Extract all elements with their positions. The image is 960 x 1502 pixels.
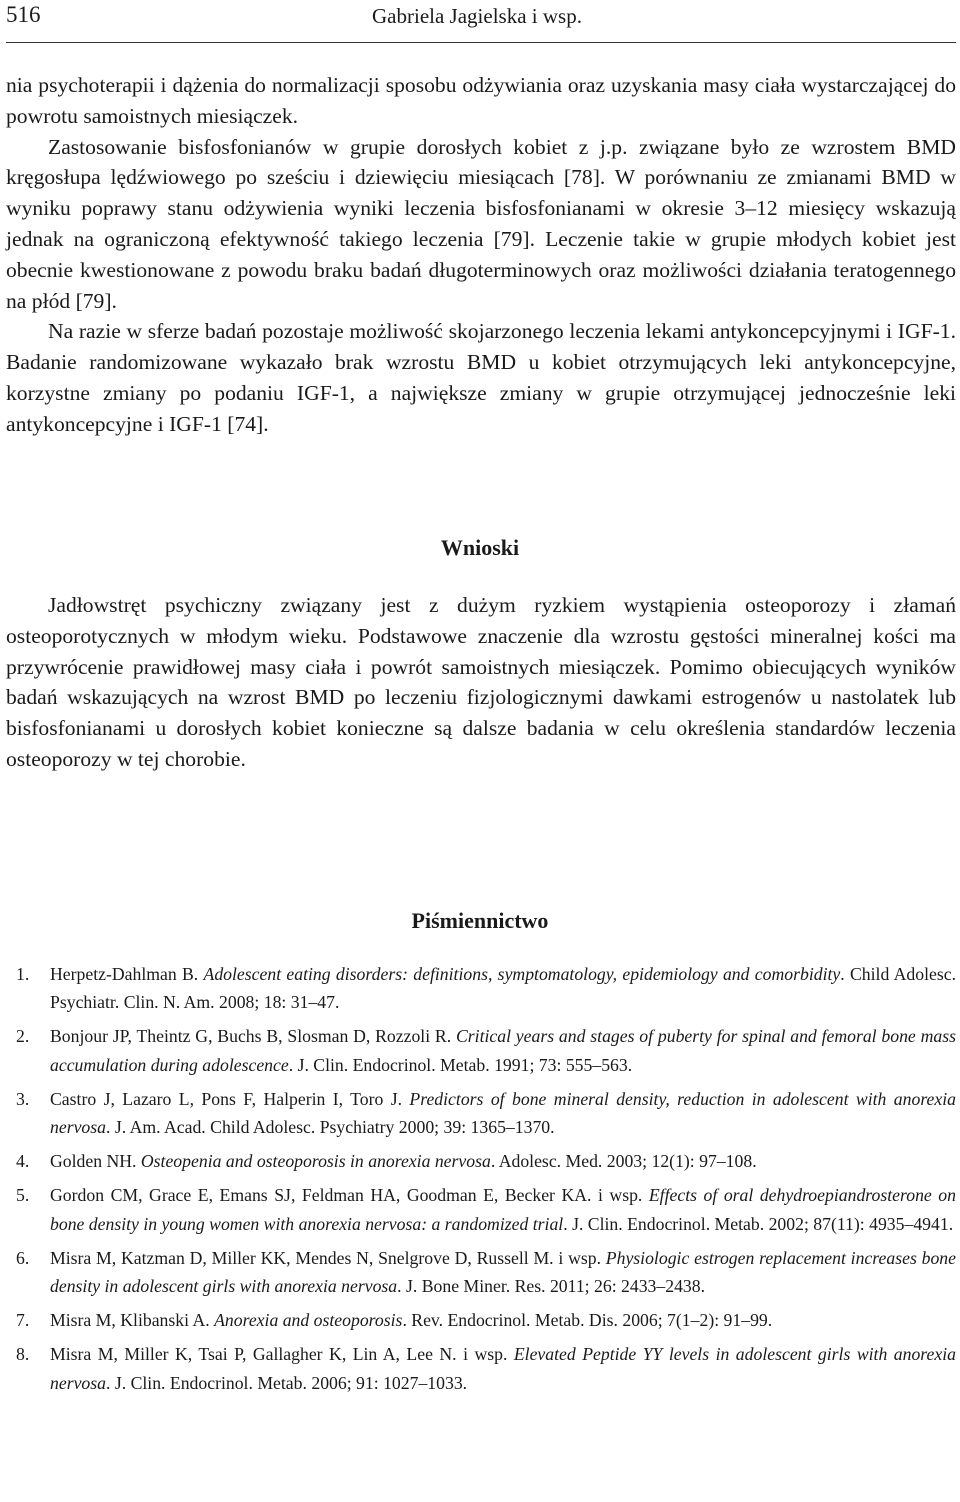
references-heading: Piśmiennictwo [411, 908, 549, 933]
reference-title: Critical years and stages of puberty for spinal and femoral bone mass accumulation during adolescence [50, 1026, 956, 1075]
reference-source: . J. Clin. Endocrinol. Metab. 2006; 91: 1027–1033. [106, 1372, 468, 1393]
reference-authors: Misra M, Klibanski A. [50, 1310, 215, 1331]
body-section [6, 70, 956, 440]
reference-authors: Misra M, Katzman D, Miller KK, Mendes N, Snelgrove D, Russell M. i wsp. [50, 1247, 606, 1268]
reference-number: 8. [16, 1344, 30, 1365]
reference-item [6, 960, 956, 1016]
reference-source: . J. Bone Miner. Res. 2011; 26: 2433–2438. [397, 1276, 706, 1297]
paragraph: Zastosowanie bisfosfonianów w grupie dorosłych kobiet z j.p. związane było ze wzrostem BMD kręgosłupa lędźwiowego po sześciu i dziewięciu miesiącach [78]. W porównaniu ze zmianami BMD w wyniku poprawy stanu odżywienia wyniki leczenia bisfosfonianami w okresie 3–12 miesięcy wskazują jednak na ograniczoną efektywność takiego leczenia [79]. Leczenie takie w grupie młodych kobiet jest obecnie kwestionowane z powodu braku badań długoterminowych oraz możliwości działania teratogennego na płód [79]. [6, 134, 956, 313]
reference-number: 6. [16, 1247, 30, 1268]
reference-title: Elevated Peptide YY levels in adolescent girls with anorexia nervosa [50, 1344, 956, 1393]
reference-item [6, 1306, 956, 1334]
page-number: 516 [6, 2, 41, 27]
reference-number: 5. [16, 1185, 30, 1206]
reference-item [6, 1147, 956, 1175]
paragraph: Na razie w sferze badań pozostaje możliwość skojarzonego leczenia lekami antykoncepcyjnymi i IGF-1. Badanie randomizowane wykazało brak wzrostu BMD u kobiet otrzymujących leki antykoncepcyjne, korzystne zmiany po podaniu IGF-1, a największe zmiany w grupie otrzymującej jednocześnie leki antykoncepcyjne i IGF-1 [74]. [6, 319, 956, 436]
reference-authors: Gordon CM, Grace E, Emans SJ, Feldman HA, Goodman E, Becker KA. i wsp. [50, 1185, 649, 1206]
reference-list [6, 960, 956, 1403]
reference-title: Physiologic estrogen replacement increases bone density in adolescent girls with anorexia nervosa [50, 1247, 956, 1297]
reference-source: . Adolesc. Med. 2003; 12(1): 97–108. [490, 1151, 757, 1172]
reference-item [6, 1244, 956, 1300]
reference-source: . J. Clin. Endocrinol. Metab. 1991; 73: 555–563. [288, 1054, 633, 1075]
reference-item [6, 1022, 956, 1078]
reference-item [6, 1340, 956, 1396]
reference-authors: Castro J, Lazaro L, Pons F, Halperin I, Toro J. [50, 1088, 410, 1109]
reference-authors: Misra M, Miller K, Tsai P, Gallagher K, Lin A, Lee N. i wsp. [50, 1344, 514, 1365]
conclusions-section [6, 590, 956, 775]
reference-item [6, 1181, 956, 1237]
reference-authors: Golden NH. [50, 1151, 141, 1172]
running-head: Gabriela Jagielska i wsp. [372, 4, 582, 28]
reference-item [6, 1085, 956, 1141]
reference-number: 1. [16, 964, 30, 984]
reference-number: 4. [16, 1151, 30, 1172]
reference-title: Adolescent eating disorders: definitions, symptomatology, epidemiology and comorbidity [203, 964, 841, 984]
paragraph: nia psychoterapii i dążenia do normalizacji sposobu odżywiania oraz uzyskania masy ciała wystarczającej do powrotu samoistnych miesiączek. [6, 73, 956, 128]
reference-number: 7. [16, 1310, 30, 1331]
conclusions-paragraph: Jadłowstręt psychiczny związany jest z dużym ryzkiem wystąpienia osteoporozy i złamań osteoporotycznych w młodym wieku. Podstawowe znaczenie dla wzrostu gęstości mineralnej kości ma przywrócenie prawidłowej masy ciała i powrót samoistnych miesiączek. Pomimo obiecujących wyników badań wskazujących na wzrost BMD po leczeniu fizjologicznymi dawkami estrogenów u nastolatek lub bisfosfonianami u dorosłych kobiet konieczne są dalsze badania w celu określenia standardów leczenia osteoporozy w tej chorobie. [6, 593, 956, 771]
reference-number: 3. [16, 1088, 30, 1109]
reference-authors: Bonjour JP, Theintz G, Buchs B, Slosman D, Rozzoli R. [50, 1026, 456, 1047]
reference-source: . Rev. Endocrinol. Metab. Dis. 2006; 7(1–2): 91–99. [402, 1310, 773, 1331]
conclusions-heading: Wnioski [440, 535, 520, 560]
reference-source: . J. Am. Acad. Child Adolesc. Psychiatry 2000; 39: 1365–1370. [106, 1117, 555, 1138]
reference-title: Anorexia and osteoporosis [214, 1310, 403, 1331]
page-header [6, 0, 956, 43]
reference-title: Osteopenia and osteoporosis in anorexia nervosa [140, 1151, 491, 1172]
reference-title: Predictors of bone mineral density, reduction in adolescent with anorexia nervosa [50, 1088, 956, 1138]
reference-title: Effects of oral dehydroepiandrosterone on bone density in young women with anorexia nervosa: a randomized trial [50, 1185, 956, 1234]
reference-source: . Child Adolesc. Psychiatr. Clin. N. Am. 2008; 18: 31–47. [50, 964, 957, 1013]
reference-number: 2. [16, 1026, 30, 1047]
reference-authors: Herpetz-Dahlman B. [50, 964, 204, 984]
reference-source: . J. Clin. Endocrinol. Metab. 2002; 87(11): 4935–4941. [563, 1213, 954, 1234]
